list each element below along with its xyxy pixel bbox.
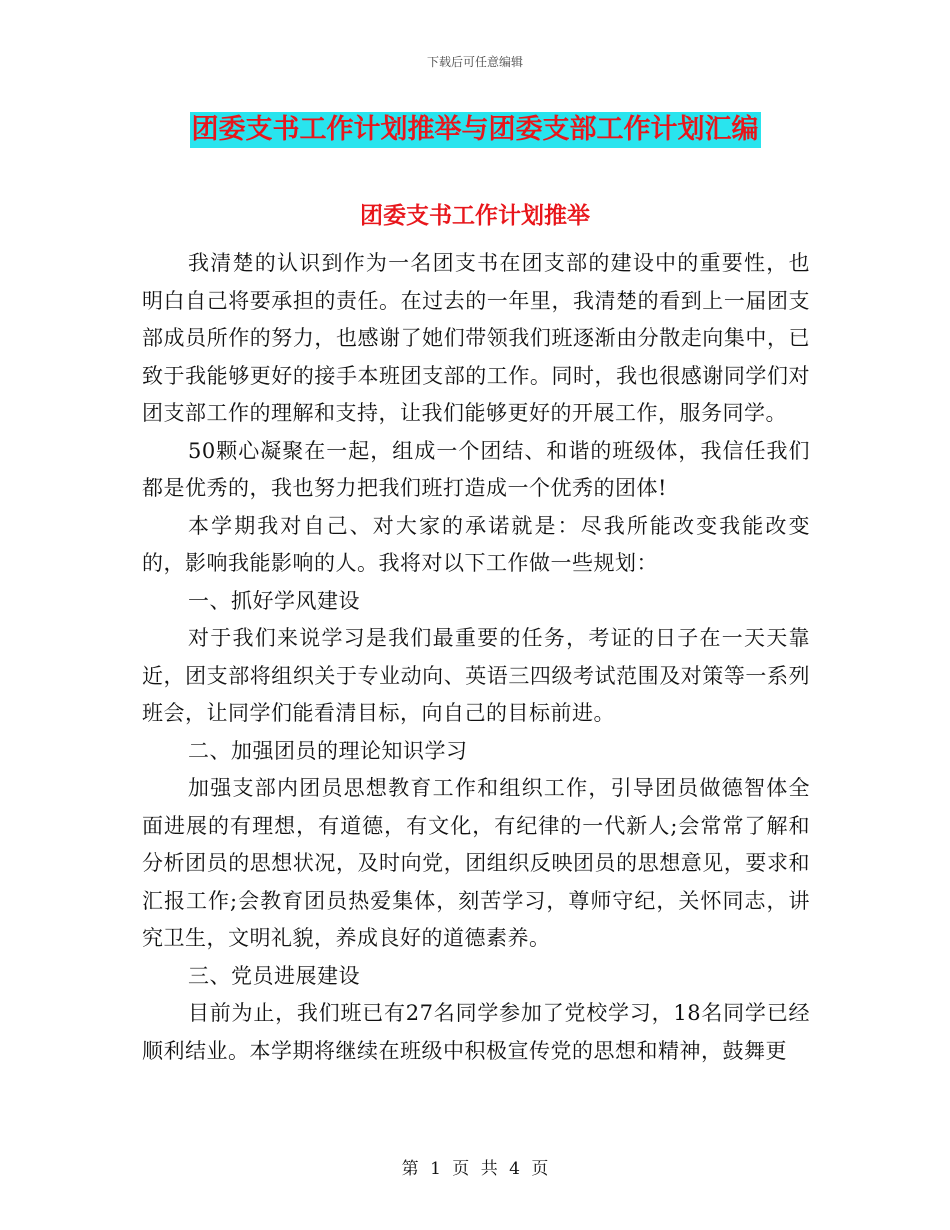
document-body bbox=[142, 245, 810, 1070]
document-title-container bbox=[0, 112, 950, 148]
document-title: 团委支书工作计划推举与团委支部工作计划汇编 bbox=[190, 112, 761, 148]
paragraph: 本学期我对自己、对大家的承诺就是：尽我所能改变我能改变的，影响我能影响的人。我将对以下工作做一些规划： bbox=[142, 513, 810, 575]
section-title: 团委支书工作计划推举 bbox=[360, 203, 590, 229]
section-heading: 二、加强团员的理论知识学习 bbox=[188, 738, 468, 763]
paragraph: 我清楚的认识到作为一名团支书在团支部的建设中的重要性，也明白自己将要承担的责任。在过去的一年里，我清楚的看到上一届团支部成员所作的努力，也感谢了她们带领我们班逐渐由分散走向集中，已致于我能够更好的接手本班团支部的工作。同时，我也很感谢同学们对团支部工作的理解和支持，让我们能够更好的开展工作，服务同学。 bbox=[142, 251, 810, 425]
paragraph: 目前为止，我们班已有27名同学参加了党校学习，18名同学已经顺利结业。本学期将继续在班级中积极宣传党的思想和精神，鼓舞更 bbox=[142, 1001, 810, 1063]
paragraph: 50颗心凝聚在一起，组成一个团结、和谐的班级体，我信任我们都是优秀的，我也努力把我们班打造成一个优秀的团体! bbox=[142, 438, 810, 500]
paragraph: 加强支部内团员思想教育工作和组织工作，引导团员做德智体全面进展的有理想，有道德，有文化，有纪律的一代新人;会常常了解和分析团员的思想状况，及时向党，团组织反映团员的思想意见，要求和汇报工作;会教育团员热爱集体，刻苦学习，尊师守纪，关怀同志，讲究卫生，文明礼貌，养成良好的道德素养。 bbox=[142, 776, 810, 950]
paragraph: 对于我们来说学习是我们最重要的任务，考证的日子在一天天靠近，团支部将组织关于专业动向、英语三四级考试范围及对策等一系列班会，让同学们能看清目标，向自己的目标前进。 bbox=[142, 626, 810, 725]
section-heading: 三、党员进展建设 bbox=[188, 963, 360, 988]
header-note: 下载后可任意编辑 bbox=[426, 55, 523, 69]
section-heading: 一、抓好学风建设 bbox=[188, 588, 360, 613]
page-number: 第 1 页 共 4 页 bbox=[401, 1159, 549, 1179]
